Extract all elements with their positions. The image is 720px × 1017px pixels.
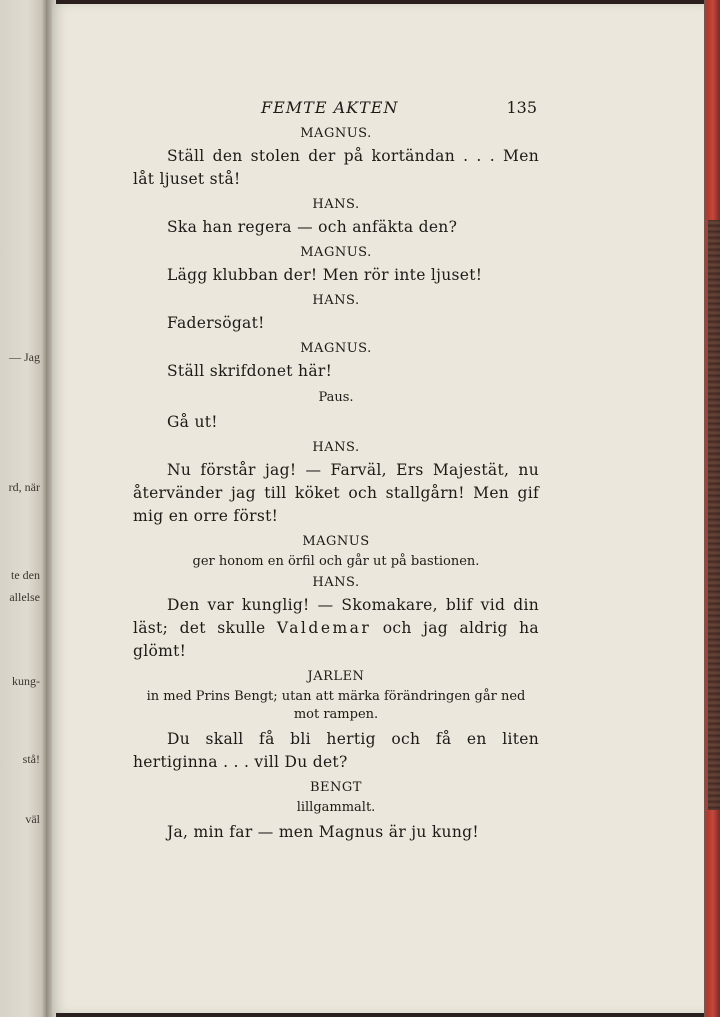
dialogue-line: Gå ut! (167, 413, 218, 431)
left-page-fragment: te den (11, 568, 40, 582)
speaker-name: HANS. (312, 293, 360, 308)
book-cover-pattern (708, 220, 720, 810)
dialogue-line-part: Den var kunglig! — Skomakare, blif vid din läst; det skulle (133, 596, 539, 637)
speaker-name: MAGNUS. (300, 126, 372, 141)
stage-direction: in med Prins Bengt; utan att märka förändringen går ned mot rampen. (146, 689, 526, 722)
running-title: FEMTE AKTEN (261, 98, 399, 117)
dialogue-line: Du skall få bli hertig och få en liten hertiginna . . . vill Du det? (133, 730, 539, 771)
dialogue-line-part: och jag aldrig ha glömt! (133, 619, 539, 660)
page-text (133, 96, 539, 850)
speaker-name: MAGNUS. (300, 245, 372, 260)
page-header (133, 96, 539, 120)
dialogue-line: Ska han regera — och anfäkta den? (167, 218, 458, 236)
left-page-fragment: väl (25, 812, 40, 826)
speaker-name: MAGNUS. (300, 341, 372, 356)
dialogue-line (133, 594, 539, 663)
left-page-edge (0, 0, 46, 1017)
dialogue-line: Fadersögat! (167, 314, 265, 332)
speaker-name: HANS. (312, 575, 360, 590)
speaker-name: HANS. (312, 197, 360, 212)
emphasized-name: Valdemar (276, 619, 372, 637)
stage-direction: lillgammalt. (296, 800, 376, 815)
dialogue-line: Nu förstår jag! — Farväl, Ers Majestät, nu återvänder jag till köket och stallgårn! Men gif mig en orre först! (133, 461, 539, 525)
dialogue-line: Ställ skrifdonet här! (167, 362, 333, 380)
stage-direction: Paus. (318, 390, 354, 405)
speaker-name: HANS. (312, 440, 360, 455)
page-number: 135 (506, 98, 537, 117)
speaker-name: JARLEN (307, 669, 365, 684)
left-page-fragment: rd, när (8, 480, 40, 494)
left-page-fragment: — Jag (9, 350, 40, 364)
left-page-fragment: allelse (9, 590, 40, 604)
speaker-name: BENGT (310, 780, 362, 795)
dialogue-line: Lägg klubban der! Men rör inte ljuset! (167, 266, 483, 284)
stage-direction: ger honom en örfil och går ut på bastionen. (192, 554, 480, 569)
left-page-fragment: stå! (22, 752, 40, 766)
dialogue-line: Ställ den stolen der på kortändan . . . Men låt ljuset stå! (133, 147, 539, 188)
dialogue-line: Ja, min far — men Magnus är ju kung! (167, 823, 479, 841)
speaker-name: MAGNUS (302, 534, 370, 549)
left-page-fragment: kung- (12, 674, 40, 688)
